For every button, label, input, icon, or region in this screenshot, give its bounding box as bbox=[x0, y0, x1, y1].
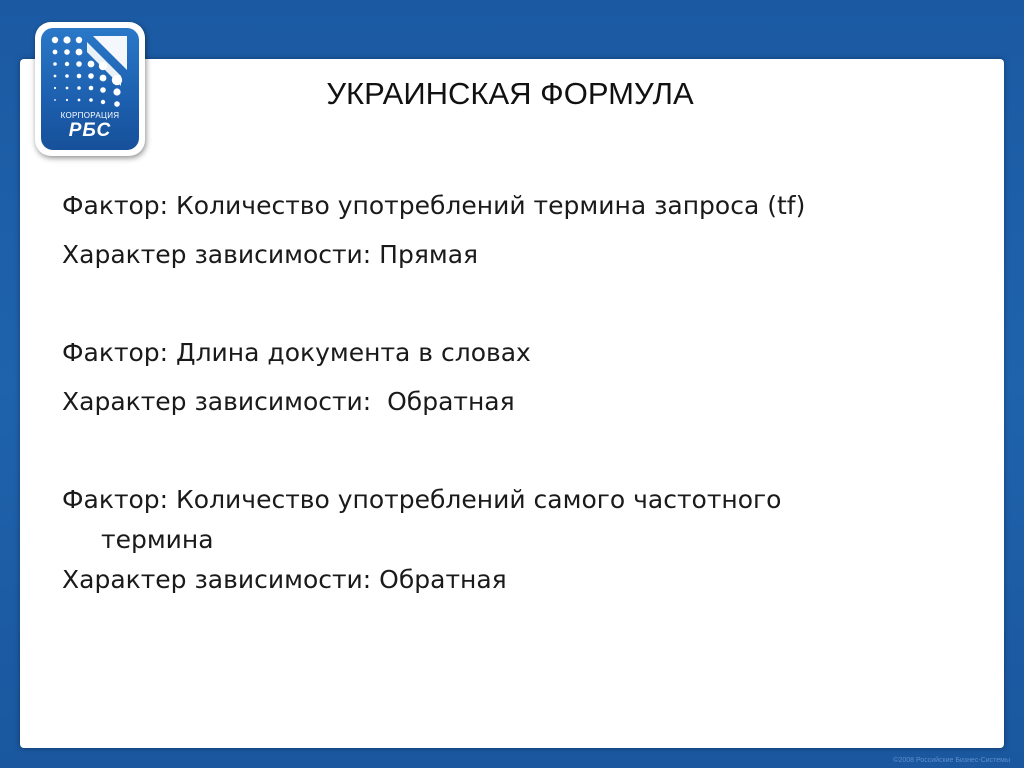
slide-title: УКРАИНСКАЯ ФОРМУЛА bbox=[326, 76, 694, 111]
logo-caption: КОРПОРАЦИЯ bbox=[60, 111, 120, 120]
copyright-text: ©2008 Российские Бизнес-Системы bbox=[893, 757, 1010, 764]
factor-3-line-1: Фактор: Количество употреблений самого частотного bbox=[62, 485, 782, 514]
spacer bbox=[62, 284, 962, 333]
factor-3-line-2: термина bbox=[101, 525, 214, 554]
dependency-1: Характер зависимости: Прямая bbox=[62, 240, 479, 269]
logo-badge bbox=[41, 28, 139, 150]
spacer bbox=[62, 431, 962, 480]
dependency-3: Характер зависимости: Обратная bbox=[62, 565, 507, 594]
factor-2: Фактор: Длина документа в словах bbox=[62, 338, 531, 367]
logo-brand: РБС bbox=[68, 120, 112, 141]
factor-1: Фактор: Количество употреблений термина запроса (tf) bbox=[62, 191, 806, 220]
company-logo bbox=[35, 22, 145, 156]
slide-content bbox=[62, 186, 962, 609]
dependency-2: Характер зависимости: Обратная bbox=[62, 387, 515, 416]
